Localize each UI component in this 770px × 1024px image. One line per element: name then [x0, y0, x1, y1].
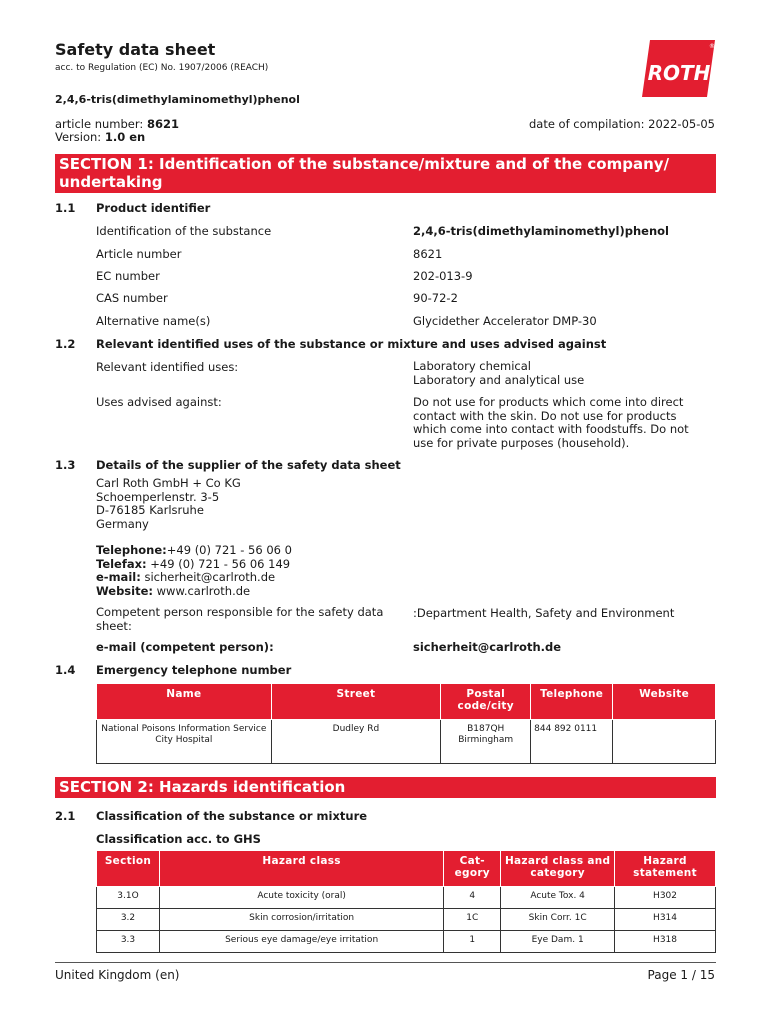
table-cell: Acute toxicity (oral): [159, 887, 443, 909]
regulation-subtitle: acc. to Regulation (EC) No. 1907/2006 (REACH): [55, 63, 269, 73]
page-number: Page 1 / 15: [647, 968, 715, 982]
subsection-title: Emergency telephone number: [96, 663, 292, 677]
table-row: [97, 887, 716, 909]
logo-text: ROTH: [647, 61, 711, 85]
table-cell: Eye Dam. 1: [501, 931, 615, 953]
table-cell: B187QH Birmingham: [441, 720, 531, 764]
table-header: Hazard class and category: [501, 851, 615, 887]
email-line: e-mail: sicherheit@carlroth.de: [96, 570, 276, 584]
label-competent-email: e-mail (competent person):: [96, 640, 274, 654]
table-cell: 3.1O: [97, 887, 160, 909]
footer-divider: [55, 962, 716, 963]
table-cell: 1C: [444, 909, 501, 931]
table-row: [97, 909, 716, 931]
table-cell: Skin Corr. 1C: [501, 909, 615, 931]
page-title: Safety data sheet: [55, 40, 216, 59]
value-competent-email[interactable]: sicherheit@carlroth.de: [413, 640, 562, 654]
subsection-title: Relevant identified uses of the substance or mixture and uses advised against: [96, 337, 607, 351]
table-cell: H318: [615, 931, 716, 953]
subsection-number: 1.2: [55, 337, 76, 351]
value-cas-number: 90-72-2: [413, 291, 458, 305]
ghs-title: Classification acc. to GHS: [96, 832, 261, 846]
subsection-title: Product identifier: [96, 201, 211, 215]
table-cell: Serious eye damage/eye irritation: [159, 931, 443, 953]
version: Version: 1.0 en: [55, 130, 146, 144]
table-header: Website: [613, 684, 716, 720]
table-cell: 3.3: [97, 931, 160, 953]
telephone-line: Telephone:+49 (0) 721 - 56 06 0: [96, 543, 292, 557]
table-cell: 844 892 0111: [531, 720, 613, 764]
subsection-title: Classification of the substance or mixture: [96, 809, 368, 823]
subsection-number: 2.1: [55, 809, 76, 823]
table-cell: 3.2: [97, 909, 160, 931]
subsection-number: 1.1: [55, 201, 76, 215]
emergency-table: [96, 683, 716, 764]
value-relevant-uses: Laboratory chemical Laboratory and analytical use: [413, 359, 585, 387]
table-cell: National Poisons Information Service City Hospital: [97, 720, 272, 764]
table-header: Name: [97, 684, 272, 720]
substance-name: 2,4,6-tris(dimethylaminomethyl)phenol: [55, 93, 300, 106]
table-header: Hazard statement: [615, 851, 716, 887]
table-header-row: [97, 684, 716, 720]
supplier-contacts: [96, 544, 292, 598]
label-ec-number: EC number: [96, 269, 160, 283]
roth-logo: [642, 40, 715, 97]
label-competent-person: Competent person responsible for the safety data sheet:: [96, 605, 384, 633]
subsection-number: 1.3: [55, 458, 76, 472]
table-cell: [613, 720, 716, 764]
table-header-row: [97, 851, 716, 887]
label-uses-advised-against: Uses advised against:: [96, 395, 222, 409]
table-cell: H314: [615, 909, 716, 931]
subsection-number: 1.4: [55, 663, 76, 677]
table-header: Section: [97, 851, 160, 887]
section-2-heading: SECTION 2: Hazards identification: [55, 777, 716, 798]
table-header: Cat-egory: [444, 851, 501, 887]
compilation-date: date of compilation: 2022-05-05: [528, 117, 715, 131]
ghs-table: [96, 850, 716, 953]
label-relevant-uses: Relevant identified uses:: [96, 360, 239, 374]
label-identification: Identification of the substance: [96, 224, 272, 238]
value-alternative-names: Glycidether Accelerator DMP-30: [413, 314, 597, 328]
value-competent-person: :Department Health, Safety and Environment: [413, 606, 675, 620]
value-identification: 2,4,6-tris(dimethylaminomethyl)phenol: [413, 224, 669, 238]
value-ec-number: 202-013-9: [413, 269, 473, 283]
article-number: article number: 8621: [55, 117, 179, 131]
table-cell: H302: [615, 887, 716, 909]
registered-mark: ®: [709, 43, 715, 50]
section-1-heading: SECTION 1: Identification of the substance/mixture and of the company/ undertaking: [55, 154, 716, 193]
supplier-address: Carl Roth GmbH + Co KG Schoemperlenstr. 3-5 D-76185 Karlsruhe Germany: [96, 476, 241, 531]
table-header: Postal code/city: [441, 684, 531, 720]
subsection-title: Details of the supplier of the safety data sheet: [96, 458, 401, 472]
value-uses-advised-against: Do not use for products which come into direct contact with the skin. Do not use for products which come into contact with foodstuffs. Do not use for private purposes (household).: [413, 395, 689, 450]
table-header: Street: [271, 684, 441, 720]
table-header: Hazard class: [159, 851, 443, 887]
table-cell: Acute Tox. 4: [501, 887, 615, 909]
label-cas-number: CAS number: [96, 291, 168, 305]
table-cell: 4: [444, 887, 501, 909]
footer-locale: United Kingdom (en): [55, 968, 180, 982]
label-article-number: Article number: [96, 247, 182, 261]
table-header: Telephone: [531, 684, 613, 720]
table-cell: 1: [444, 931, 501, 953]
table-row: [97, 720, 716, 764]
table-row: [97, 931, 716, 953]
value-article-number: 8621: [413, 247, 443, 261]
website-line: Website: www.carlroth.de: [96, 583, 251, 598]
table-cell: Skin corrosion/irritation: [159, 909, 443, 931]
telefax-line: Telefax: +49 (0) 721 - 56 06 149: [96, 556, 291, 571]
label-alternative-names: Alternative name(s): [96, 314, 211, 328]
table-cell: Dudley Rd: [271, 720, 441, 764]
